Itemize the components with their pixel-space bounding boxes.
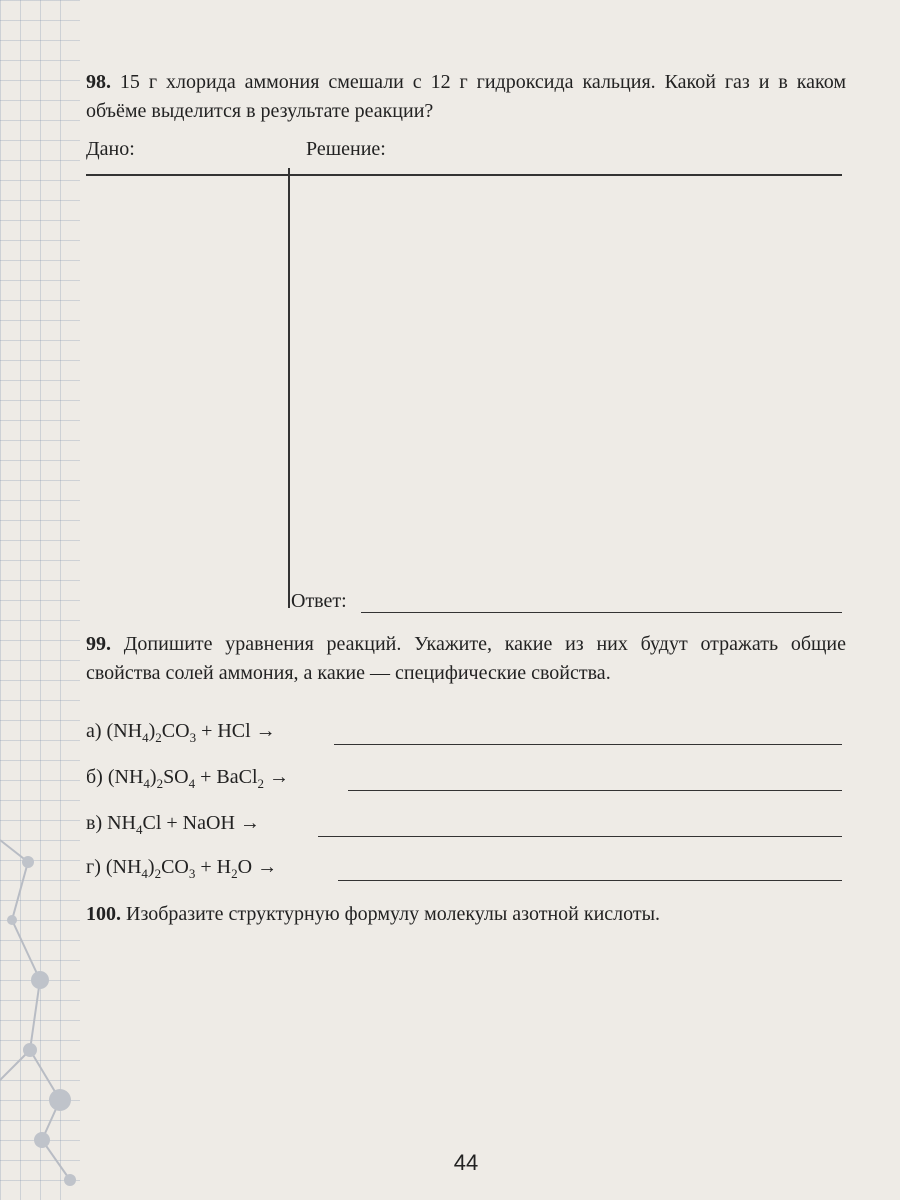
equation-a-text: а) $(NH_4)_2CO_3$ + HCl → <box>86 720 276 745</box>
equation-b-text: б) $(NH_4)_2SO_4$ + BaCl$_2$ → <box>86 766 290 791</box>
workbook-page <box>86 0 846 1200</box>
equation-c-answer-line[interactable] <box>318 836 842 837</box>
equation-b-answer-line[interactable] <box>348 790 842 791</box>
equation-d-text: г) $(NH_4)_2CO_3 + H_2O$ → <box>86 856 278 881</box>
equation-a-answer-line[interactable] <box>334 744 842 745</box>
task-98-number: 98. <box>86 71 111 93</box>
task-98 <box>86 68 846 126</box>
task-100 <box>86 900 846 929</box>
molecule-decoration-icon <box>0 800 90 1200</box>
table-horizontal-line <box>86 174 842 176</box>
equation-b <box>86 766 842 796</box>
page-number: 44 <box>453 1150 479 1175</box>
task-100-text: Изобразите структурную формулу молекулы азотной кислоты. <box>126 903 661 925</box>
equation-a <box>86 720 842 750</box>
solution-label: Решение: <box>306 138 386 160</box>
answer-line[interactable] <box>361 612 842 613</box>
equation-c <box>86 812 842 842</box>
answer-label: Ответ: <box>291 590 347 612</box>
task-99-text: Допишите уравнения реакций. Укажите, какие из них будут отражать общие свойства солей аммония, а какие — специфические свойства. <box>86 633 846 684</box>
task-99 <box>86 630 846 688</box>
equation-d-answer-line[interactable] <box>338 880 842 881</box>
table-vertical-line <box>288 168 290 608</box>
task-99-number: 99. <box>86 633 111 655</box>
task-100-number: 100. <box>86 903 121 925</box>
equation-c-text: в) $NH_4Cl$ + NaOH → <box>86 812 260 837</box>
given-solution-table <box>86 138 842 608</box>
given-label: Дано: <box>86 138 135 160</box>
equation-d <box>86 856 842 886</box>
task-98-text: 15 г хлорида аммония смешали с 12 г гидроксида кальция. Какой газ и в каком объёме выделится в результате реакции? <box>86 71 846 122</box>
